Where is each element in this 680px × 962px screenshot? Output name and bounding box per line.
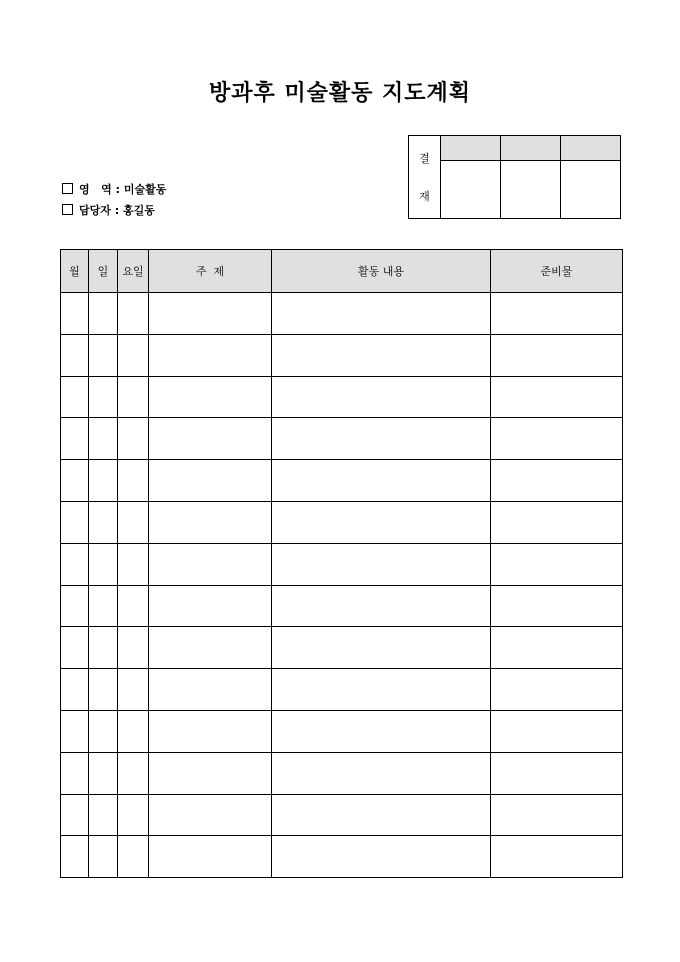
table-row <box>61 293 623 335</box>
day-cell[interactable] <box>89 836 118 878</box>
info-teacher <box>62 202 155 218</box>
activity-cell[interactable] <box>272 627 491 669</box>
weekday-cell[interactable] <box>118 501 149 543</box>
plan-table <box>60 249 623 878</box>
month-cell[interactable] <box>61 334 89 376</box>
table-row <box>61 418 623 460</box>
day-cell[interactable] <box>89 293 118 335</box>
area-value: 미술활동 <box>123 183 167 196</box>
weekday-cell[interactable] <box>118 585 149 627</box>
table-row <box>61 752 623 794</box>
day-cell[interactable] <box>89 376 118 418</box>
materials-cell[interactable] <box>491 334 623 376</box>
weekday-cell[interactable] <box>118 627 149 669</box>
weekday-cell[interactable] <box>118 418 149 460</box>
table-row <box>61 543 623 585</box>
activity-cell[interactable] <box>272 836 491 878</box>
approval-sign-cell[interactable] <box>501 161 561 219</box>
header-month: 월 <box>61 250 89 293</box>
approval-head-cell <box>441 136 501 161</box>
activity-cell[interactable] <box>272 669 491 711</box>
header-weekday: 요일 <box>118 250 149 293</box>
topic-cell[interactable] <box>149 669 272 711</box>
table-row <box>61 460 623 502</box>
materials-cell[interactable] <box>491 293 623 335</box>
month-cell[interactable] <box>61 501 89 543</box>
materials-cell[interactable] <box>491 836 623 878</box>
activity-cell[interactable] <box>272 710 491 752</box>
weekday-cell[interactable] <box>118 710 149 752</box>
table-row <box>61 836 623 878</box>
topic-cell[interactable] <box>149 627 272 669</box>
table-row <box>61 627 623 669</box>
month-cell[interactable] <box>61 794 89 836</box>
materials-cell[interactable] <box>491 752 623 794</box>
day-cell[interactable] <box>89 334 118 376</box>
activity-cell[interactable] <box>272 752 491 794</box>
topic-cell[interactable] <box>149 836 272 878</box>
month-cell[interactable] <box>61 752 89 794</box>
month-cell[interactable] <box>61 836 89 878</box>
weekday-cell[interactable] <box>118 794 149 836</box>
activity-cell[interactable] <box>272 334 491 376</box>
materials-cell[interactable] <box>491 543 623 585</box>
topic-cell[interactable] <box>149 710 272 752</box>
topic-cell[interactable] <box>149 376 272 418</box>
header-day: 일 <box>89 250 118 293</box>
header-activity: 활동 내용 <box>272 250 491 293</box>
topic-cell[interactable] <box>149 418 272 460</box>
activity-cell[interactable] <box>272 585 491 627</box>
table-row <box>61 334 623 376</box>
materials-cell[interactable] <box>491 501 623 543</box>
approval-label: 결 재 <box>409 136 441 219</box>
materials-cell[interactable] <box>491 585 623 627</box>
activity-cell[interactable] <box>272 543 491 585</box>
table-row <box>61 794 623 836</box>
checkbox-icon <box>62 204 73 215</box>
table-row <box>61 585 623 627</box>
day-cell[interactable] <box>89 501 118 543</box>
day-cell[interactable] <box>89 543 118 585</box>
area-label: 영 역 : <box>79 183 120 196</box>
table-header-row <box>61 250 623 293</box>
day-cell[interactable] <box>89 627 118 669</box>
day-cell[interactable] <box>89 794 118 836</box>
teacher-label: 담당자 : <box>79 204 120 217</box>
materials-cell[interactable] <box>491 376 623 418</box>
topic-cell[interactable] <box>149 543 272 585</box>
activity-cell[interactable] <box>272 501 491 543</box>
weekday-cell[interactable] <box>118 669 149 711</box>
materials-cell[interactable] <box>491 669 623 711</box>
day-cell[interactable] <box>89 752 118 794</box>
day-cell[interactable] <box>89 669 118 711</box>
day-cell[interactable] <box>89 418 118 460</box>
table-row <box>61 376 623 418</box>
table-row <box>61 669 623 711</box>
month-cell[interactable] <box>61 293 89 335</box>
month-cell[interactable] <box>61 627 89 669</box>
weekday-cell[interactable] <box>118 543 149 585</box>
teacher-value: 홍길동 <box>122 204 155 217</box>
approval-head-cell <box>501 136 561 161</box>
weekday-cell[interactable] <box>118 376 149 418</box>
activity-cell[interactable] <box>272 794 491 836</box>
header-topic: 주 제 <box>149 250 272 293</box>
month-cell[interactable] <box>61 376 89 418</box>
month-cell[interactable] <box>61 669 89 711</box>
weekday-cell[interactable] <box>118 836 149 878</box>
materials-cell[interactable] <box>491 794 623 836</box>
topic-cell[interactable] <box>149 752 272 794</box>
activity-cell[interactable] <box>272 376 491 418</box>
weekday-cell[interactable] <box>118 752 149 794</box>
table-row <box>61 710 623 752</box>
weekday-cell[interactable] <box>118 334 149 376</box>
checkbox-icon <box>62 183 73 194</box>
activity-cell[interactable] <box>272 418 491 460</box>
month-cell[interactable] <box>61 710 89 752</box>
topic-cell[interactable] <box>149 794 272 836</box>
materials-cell[interactable] <box>491 460 623 502</box>
month-cell[interactable] <box>61 418 89 460</box>
table-row <box>61 501 623 543</box>
month-cell[interactable] <box>61 585 89 627</box>
day-cell[interactable] <box>89 585 118 627</box>
document-title: 방과후 미술활동 지도계획 <box>208 80 472 106</box>
day-cell[interactable] <box>89 710 118 752</box>
day-cell[interactable] <box>89 460 118 502</box>
weekday-cell[interactable] <box>118 293 149 335</box>
approval-sign-cell[interactable] <box>561 161 621 219</box>
topic-cell[interactable] <box>149 460 272 502</box>
materials-cell[interactable] <box>491 418 623 460</box>
topic-cell[interactable] <box>149 585 272 627</box>
approval-box <box>408 135 621 219</box>
info-area <box>62 181 166 197</box>
topic-cell[interactable] <box>149 501 272 543</box>
topic-cell[interactable] <box>149 293 272 335</box>
activity-cell[interactable] <box>272 293 491 335</box>
approval-head-cell <box>561 136 621 161</box>
weekday-cell[interactable] <box>118 460 149 502</box>
activity-cell[interactable] <box>272 460 491 502</box>
month-cell[interactable] <box>61 460 89 502</box>
header-materials: 준비물 <box>491 250 623 293</box>
approval-sign-cell[interactable] <box>441 161 501 219</box>
materials-cell[interactable] <box>491 627 623 669</box>
materials-cell[interactable] <box>491 710 623 752</box>
month-cell[interactable] <box>61 543 89 585</box>
topic-cell[interactable] <box>149 334 272 376</box>
